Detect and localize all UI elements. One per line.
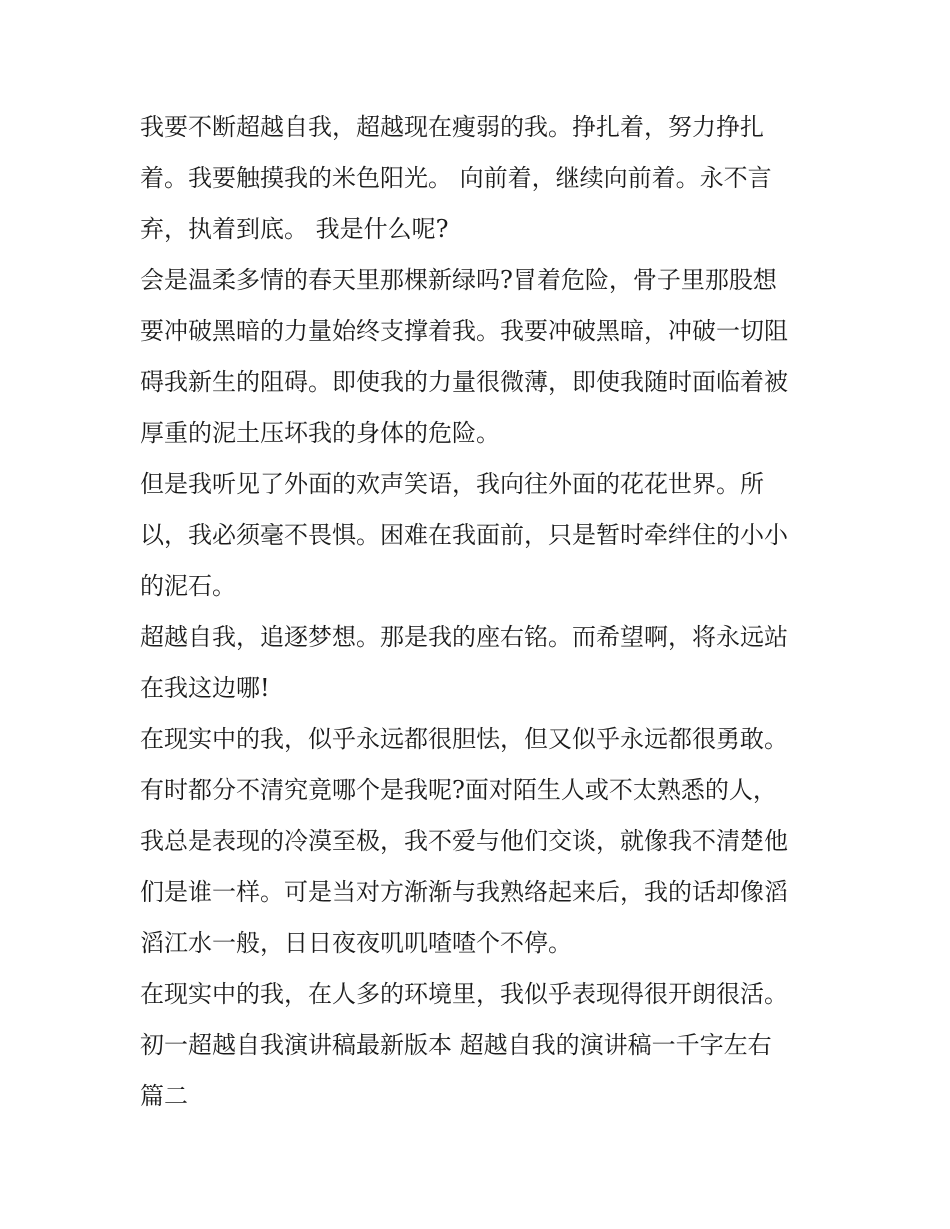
text-line: 但是我听见了外面的欢声笑语，我向往外面的花花世界。所 <box>140 470 764 498</box>
text-line: 我总是表现的冷漠至极，我不爱与他们交谈，就像我不清楚他 <box>140 827 788 855</box>
text-line: 要冲破黑暗的力量始终支撑着我。我要冲破黑暗，冲破一切阻 <box>140 317 788 345</box>
text-line: 我要不断超越自我，超越现在瘦弱的我。挣扎着，努力挣扎 <box>140 113 764 141</box>
text-line: 在现实中的我，在人多的环境里，我似乎表现得很开朗很活。 <box>140 980 788 1008</box>
text-line: 初一超越自我演讲稿最新版本 超越自我的演讲稿一千字左右 <box>140 1031 772 1059</box>
text-line: 以，我必须毫不畏惧。困难在我面前，只是暂时牵绊住的小小 <box>140 521 788 549</box>
text-line: 在我这边哪! <box>140 674 270 702</box>
text-line: 着。我要触摸我的米色阳光。 向前着，继续向前着。永不言 <box>140 164 772 192</box>
text-line: 滔江水一般，日日夜夜叽叽喳喳个不停。 <box>140 929 572 957</box>
text-line: 在现实中的我，似乎永远都很胆怯，但又似乎永远都很勇敢。 <box>140 725 788 753</box>
text-line: 超越自我，追逐梦想。那是我的座右铭。而希望啊，将永远站 <box>140 623 788 651</box>
text-line: 的泥石。 <box>140 572 236 600</box>
text-line: 会是温柔多情的春天里那棵新绿吗?冒着危险，骨子里那股想 <box>140 266 777 294</box>
text-line: 弃，执着到底。 我是什么呢? <box>140 215 449 243</box>
text-line: 有时都分不清究竟哪个是我呢?面对陌生人或不太熟悉的人， <box>140 776 777 804</box>
text-line: 篇二 <box>140 1082 188 1110</box>
text-line: 碍我新生的阻碍。即使我的力量很微薄，即使我随时面临着被 <box>140 368 788 396</box>
text-line: 厚重的泥土压坏我的身体的危险。 <box>140 419 500 447</box>
document-body <box>140 102 820 1122</box>
text-line: 们是谁一样。可是当对方渐渐与我熟络起来后，我的话却像滔 <box>140 878 788 906</box>
